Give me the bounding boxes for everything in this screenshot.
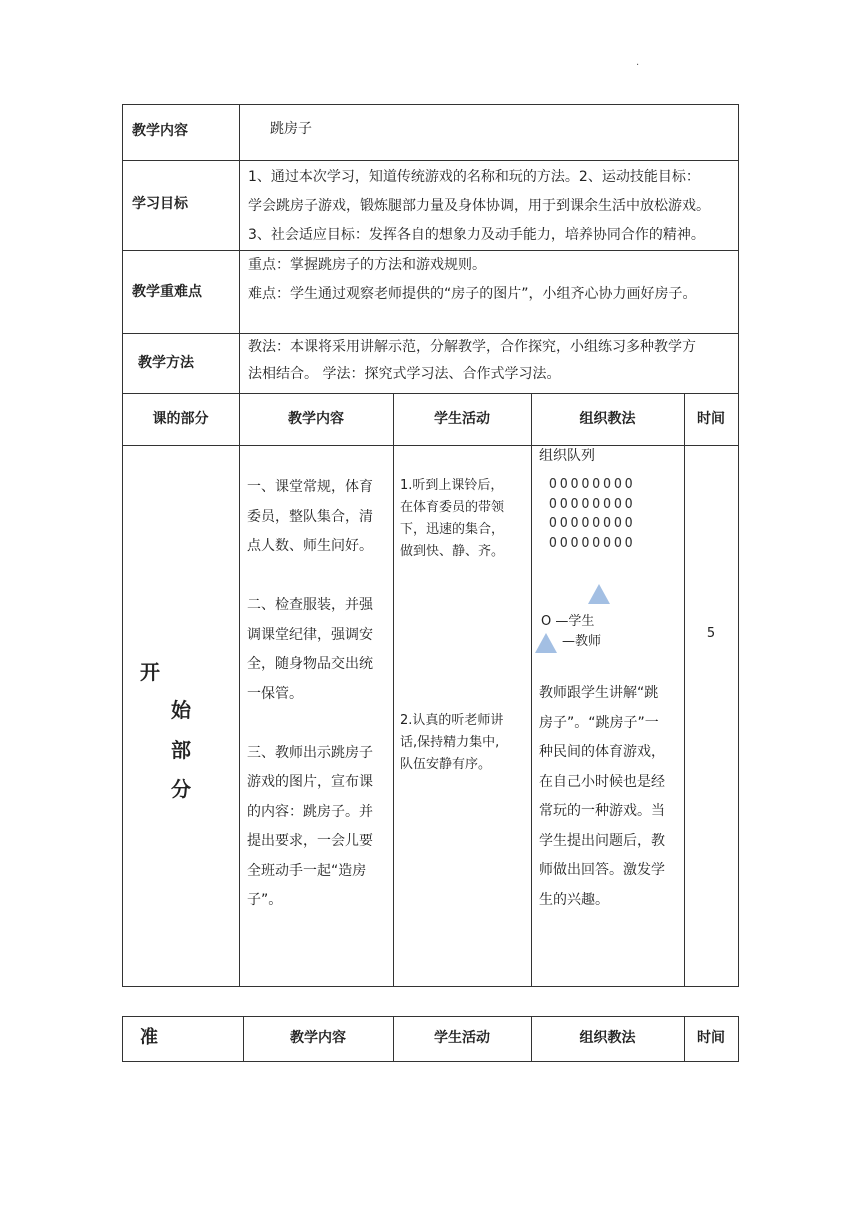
- header-content-2: 教学内容: [290, 1030, 346, 1046]
- label-difficulty: 教学重难点: [132, 284, 202, 300]
- org-method-text: 教师跟学生讲解“跳 房子”。“跳房子”一 种民间的体育游戏， 在自己小时候也是经 常玩的一种游戏。当 学生提出问题后，教 师做出回答。激发学 生的兴趣。: [539, 685, 665, 908]
- formation-row: OOOOOOOO: [549, 497, 636, 512]
- method-text: 教法：本课将采用讲解示范，分解教学，合作探究，小组练习多种教学方 法相结合。 学法：探究式学习法、合作式学习法。: [248, 339, 696, 382]
- header-time: 时间: [697, 411, 725, 427]
- header-method-2: 组织教法: [579, 1030, 636, 1046]
- section-time: 5: [706, 626, 716, 641]
- label-method: 教学方法: [138, 355, 194, 371]
- part-char-prep: 准: [140, 1027, 158, 1048]
- teacher-position-triangle-icon: [588, 584, 610, 604]
- part-char-4: 分: [171, 777, 191, 801]
- activity-1-text: 1.听到上课铃后， 在体育委员的带领 下，迅速的集合， 做到快、静、齐。: [400, 478, 505, 559]
- label-goals: 学习目标: [132, 196, 188, 212]
- part-char-2: 始: [171, 698, 191, 722]
- header-method: 组织教法: [579, 411, 636, 427]
- header-part: 课的部分: [152, 411, 209, 427]
- org-title: 组织队列: [539, 448, 595, 464]
- legend-student: O —学生: [541, 614, 595, 629]
- section-content-text: 一、课堂常规，体育 委员，整队集合，清 点人数、师生问好。 二、检查服装，并强 调课堂纪律，强调安 全，随身物品交出统 一保管。 三、教师出示跳房子 游戏的图片，宣布课 的内容：跳房子。并 提出要求，一会儿要 全班动手一起“造房 子”。: [247, 479, 373, 908]
- header-content: 教学内容: [288, 411, 344, 427]
- goals-text: 1、通过本次学习，知道传统游戏的名称和玩的方法。2、运动技能目标： 学会跳房子游戏，锻炼腿部力量及身体协调，用于到课余生活中放松游戏。 3、社会适应目标：发挥各自的想象力及动手能力，培养协同合作的精神。: [248, 169, 710, 243]
- header-activity-2: 学生活动: [434, 1030, 490, 1046]
- label-content: 教学内容: [132, 123, 188, 139]
- formation-row: OOOOOOOO: [549, 536, 636, 551]
- header-time-2: 时间: [697, 1030, 725, 1046]
- formation-row: OOOOOOOO: [549, 516, 636, 531]
- difficulty-text: 重点：掌握跳房子的方法和游戏规则。 难点：学生通过观察老师提供的“房子的图片”，小组齐心协力画好房子。: [248, 257, 697, 302]
- part-char-1: 开: [140, 660, 160, 684]
- part-char-3: 部: [171, 738, 191, 762]
- legend-teacher: —教师: [562, 634, 602, 649]
- activity-2-text: 2.认真的听老师讲 话,保持精力集中, 队伍安静有序。: [400, 713, 504, 772]
- lesson-topic: 跳房子: [270, 121, 312, 137]
- formation-row: OOOOOOOO: [549, 477, 636, 492]
- teacher-legend-triangle-icon: [535, 633, 557, 653]
- header-activity: 学生活动: [434, 411, 490, 427]
- page-mark: ·: [636, 60, 640, 71]
